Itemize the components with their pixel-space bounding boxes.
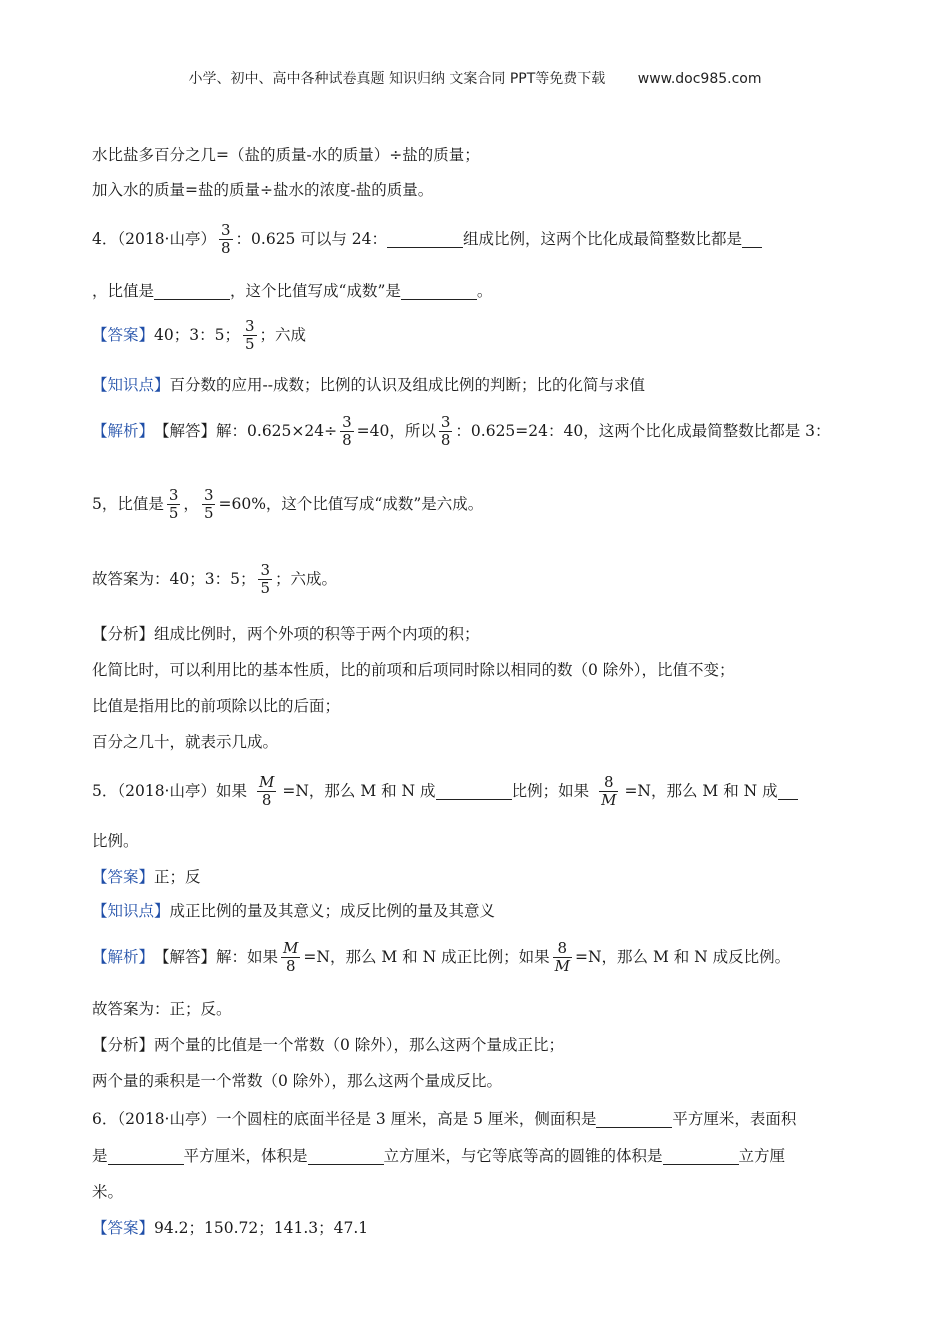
q5-stem-line-1 bbox=[92, 774, 798, 810]
fraction-3-5 bbox=[167, 487, 181, 523]
q6-answer-text: 94.2；150.72；141.3；47.1 bbox=[154, 1219, 369, 1237]
q5-analysis-1: 【分析】两个量的比值是一个常数（0 除外），那么这两个量成正比； bbox=[92, 1036, 565, 1054]
q5-text-1: =N，那么 M 和 N 成 bbox=[282, 782, 436, 800]
header-site-link[interactable]: www.doc985.com bbox=[637, 71, 762, 87]
q5-conclusion: 故答案为：正；反。 bbox=[92, 1000, 232, 1018]
q4-blank-3[interactable] bbox=[154, 283, 230, 300]
frac-den: 5 bbox=[244, 335, 255, 354]
analysis-tag: 【解析】 bbox=[92, 948, 155, 966]
q5-blank-2[interactable] bbox=[778, 783, 798, 800]
q4-text-3: ，比值是 bbox=[92, 281, 155, 300]
q6-stem-line-2 bbox=[92, 1148, 785, 1165]
frac-den: 8 bbox=[342, 431, 352, 450]
q4-text-1: ：0.625 可以与 24： bbox=[235, 230, 387, 248]
q4-expl-l2a: 5，比值是 bbox=[92, 495, 164, 513]
fraction-M-8 bbox=[257, 774, 276, 810]
q5-answer bbox=[92, 870, 201, 886]
frac-num: M bbox=[283, 939, 299, 957]
frac-den: 5 bbox=[203, 504, 214, 523]
q4-text-2: 组成比例，这两个比化成最简整数比都是 bbox=[463, 230, 743, 248]
q5-knowledge-point bbox=[92, 904, 495, 920]
q4-expl-b: =40，所以 bbox=[356, 422, 436, 440]
frac-den: 5 bbox=[260, 579, 270, 598]
frac-den: 8 bbox=[285, 957, 296, 976]
fraction-3-5 bbox=[258, 562, 272, 598]
q4-expl-l2c: =60%，这个比值写成“成数”是六成。 bbox=[218, 495, 484, 513]
frac-num: 3 bbox=[342, 413, 352, 431]
q4-knowledge-point bbox=[92, 378, 645, 394]
frac-num: 3 bbox=[221, 221, 231, 239]
q5-text-2: 比例；如果 bbox=[511, 782, 590, 800]
q6-blank-1[interactable] bbox=[596, 1111, 672, 1128]
q6-answer bbox=[92, 1221, 368, 1237]
frac-num: 8 bbox=[557, 939, 568, 957]
q4-answer-a: 40；3：5； bbox=[154, 326, 240, 344]
q4-conclusion-b: ；六成。 bbox=[275, 570, 338, 588]
q4-analysis-3: 比值是指用比的前项除以比的后面； bbox=[92, 697, 341, 715]
q6-text-5: 立方厘米，与它等底等高的圆锥的体积是 bbox=[383, 1146, 663, 1165]
answer-tag: 【答案】 bbox=[92, 326, 155, 344]
q4-fraction-3-8 bbox=[439, 414, 453, 450]
fraction-3-5 bbox=[243, 318, 257, 354]
q4-analysis-1: 【分析】组成比例时，两个外项的积等于两个内项的积； bbox=[92, 625, 480, 643]
q6-blank-4[interactable] bbox=[663, 1148, 739, 1165]
q5-text-4: 比例。 bbox=[92, 832, 139, 850]
answer-tag: 【答案】 bbox=[92, 868, 155, 886]
q5-knowledge-text: 成正比例的量及其意义；成反比例的量及其意义 bbox=[169, 902, 496, 920]
solution-tag: 【解答】 bbox=[154, 948, 217, 966]
q6-text-6: 立方厘 bbox=[738, 1146, 786, 1165]
q4-analysis-4: 百分之几十，就表示几成。 bbox=[92, 733, 279, 751]
q6-blank-2[interactable] bbox=[108, 1148, 184, 1165]
q6-text-1: 6．（2018·山亭）一个圆柱的底面半径是 3 厘米，高是 5 厘米，侧面积是 bbox=[92, 1109, 597, 1128]
intro-line-2: 加入水的质量=盐的质量÷盐水的浓度-盐的质量。 bbox=[92, 181, 434, 199]
q6-text-4: 平方厘米，体积是 bbox=[183, 1146, 308, 1165]
q4-analysis-2: 化简比时，可以利用比的基本性质，比的前项和后项同时除以相同的数（0 除外），比值不变； bbox=[92, 661, 735, 679]
q5-analysis-2: 两个量的乘积是一个常数（0 除外），那么这两个量成反比。 bbox=[92, 1072, 503, 1090]
q4-conclusion bbox=[92, 562, 337, 598]
q6-text-2: 平方厘米，表面积 bbox=[672, 1109, 797, 1128]
frac-den: 8 bbox=[440, 431, 451, 450]
q4-stem-line-2 bbox=[92, 283, 492, 300]
q4-answer bbox=[92, 318, 306, 354]
fraction-8-M bbox=[599, 774, 618, 810]
frac-num: 3 bbox=[203, 486, 214, 504]
q6-text-7: 米。 bbox=[92, 1183, 124, 1201]
q4-blank-4[interactable] bbox=[401, 283, 477, 300]
page-header bbox=[0, 68, 950, 88]
frac-den: 8 bbox=[261, 791, 272, 810]
q4-number: 4．（2018·山亭） bbox=[92, 230, 216, 248]
fraction-M-8 bbox=[281, 940, 300, 976]
frac-num: 3 bbox=[168, 486, 179, 504]
q4-answer-b: ；六成 bbox=[259, 326, 307, 344]
q4-stem-line-1 bbox=[92, 222, 762, 258]
frac-num: M bbox=[259, 773, 275, 791]
header-text: 小学、初中、高中各种试卷真题 知识归纳 文案合同 PPT等免费下载 bbox=[188, 71, 606, 87]
frac-num: 8 bbox=[603, 773, 614, 791]
q4-explanation-line-2 bbox=[92, 487, 483, 523]
q4-text-4: ，这个比值写成“成数”是 bbox=[230, 281, 401, 300]
frac-num: 3 bbox=[440, 413, 451, 431]
intro-line-1: 水比盐多百分之几=（盐的质量-水的质量）÷盐的质量； bbox=[92, 146, 480, 164]
q5-expl-b: =N，那么 M 和 N 成正比例；如果 bbox=[303, 948, 550, 966]
frac-den: 5 bbox=[168, 504, 179, 523]
q4-expl-l2b: ， bbox=[183, 495, 199, 513]
knowledge-tag: 【知识点】 bbox=[92, 376, 170, 394]
q4-knowledge-text: 百分数的应用--成数；比例的认识及组成比例的判断；比的化简与求值 bbox=[169, 376, 645, 394]
fraction-8-M bbox=[553, 940, 572, 976]
q5-expl-c: =N，那么 M 和 N 成反比例。 bbox=[574, 948, 791, 966]
q6-blank-3[interactable] bbox=[308, 1148, 384, 1165]
q4-text-5: 。 bbox=[476, 281, 493, 300]
q6-stem-line-1 bbox=[92, 1111, 796, 1128]
frac-num: 3 bbox=[260, 561, 270, 579]
fraction-3-5 bbox=[202, 487, 216, 523]
q5-text-3: =N，那么 M 和 N 成 bbox=[624, 782, 778, 800]
frac-num: 3 bbox=[244, 317, 255, 335]
q5-blank-1[interactable] bbox=[436, 783, 512, 800]
q4-explanation-line-1 bbox=[92, 414, 831, 450]
q4-blank-1[interactable] bbox=[387, 231, 463, 248]
solution-tag: 【解答】 bbox=[154, 422, 217, 440]
q5-number: 5．（2018·山亭）如果 bbox=[92, 782, 247, 800]
knowledge-tag: 【知识点】 bbox=[92, 902, 170, 920]
q5-expl-a: 解：如果 bbox=[216, 948, 279, 966]
q4-fraction-3-8 bbox=[340, 414, 354, 450]
q4-blank-2[interactable] bbox=[742, 231, 762, 248]
frac-den: 8 bbox=[221, 239, 231, 258]
q4-expl-a: 解：0.625×24÷ bbox=[216, 422, 338, 440]
analysis-tag: 【解析】 bbox=[92, 422, 155, 440]
q4-fraction-3-8 bbox=[219, 222, 233, 258]
q6-text-3: 是 bbox=[92, 1146, 108, 1165]
q4-expl-c: ：0.625=24：40，这两个比化成最简整数比都是 3： bbox=[455, 422, 831, 440]
q4-conclusion-a: 故答案为：40；3：5； bbox=[92, 570, 256, 588]
frac-den: M bbox=[601, 791, 617, 810]
q5-answer-text: 正；反 bbox=[154, 868, 201, 886]
q5-explanation bbox=[92, 940, 790, 976]
answer-tag: 【答案】 bbox=[92, 1219, 155, 1237]
frac-den: M bbox=[554, 957, 570, 976]
